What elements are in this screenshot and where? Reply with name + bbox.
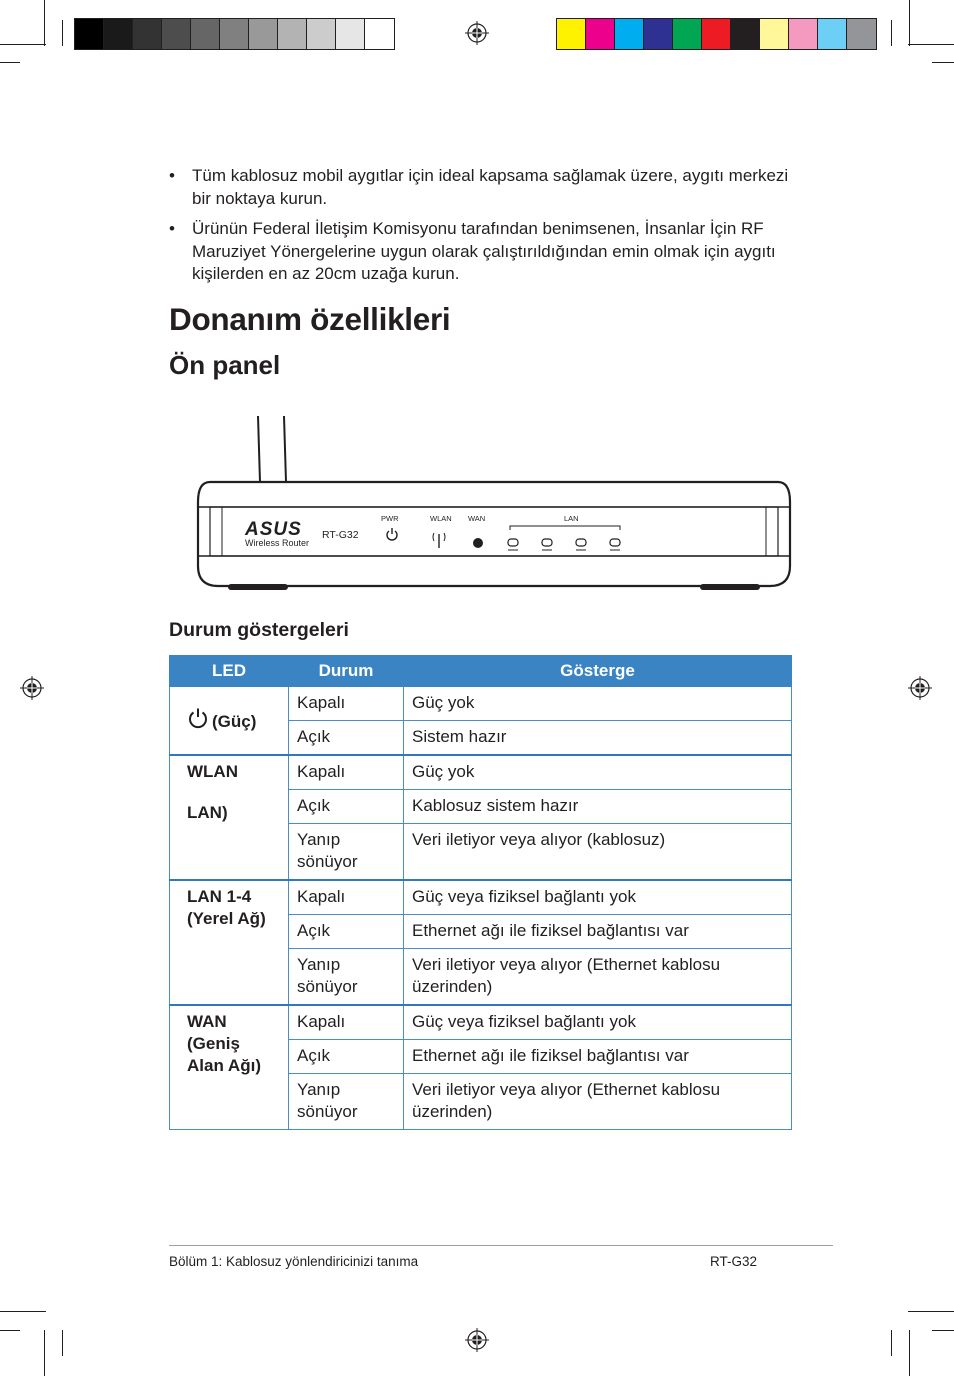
registration-mark-icon (465, 1328, 489, 1352)
registration-mark-icon (465, 21, 489, 45)
footer-divider (169, 1245, 833, 1246)
state-cell: Kapalı (289, 687, 404, 721)
state-cell: Kapalı (289, 1005, 404, 1040)
color-swatch (615, 19, 644, 49)
color-swatch (818, 19, 847, 49)
bullet-symbol: • (169, 166, 175, 185)
footer-model: RT-G32 (710, 1254, 758, 1269)
router-label-pwr: PWR (381, 514, 399, 523)
meaning-cell: Güç yok (404, 755, 792, 790)
state-cell: Yanıp sönüyor (289, 824, 404, 881)
color-swatch (133, 19, 162, 49)
router-model-label: RT-G32 (322, 529, 359, 541)
bullet-list (169, 165, 799, 294)
crop-mark (0, 44, 46, 45)
color-swatch (365, 19, 394, 49)
crop-mark (932, 62, 954, 63)
router-front-panel-illustration (190, 410, 800, 595)
meaning-cell: Sistem hazır (404, 721, 792, 756)
table-header-row (170, 656, 792, 687)
crop-mark (0, 62, 20, 63)
color-swatch (336, 19, 365, 49)
meaning-cell: Ethernet ağı ile fiziksel bağlantısı var (404, 1040, 792, 1074)
color-swatch (702, 19, 731, 49)
bullet-symbol: • (169, 219, 175, 238)
crop-mark (0, 1330, 20, 1331)
column-header: Gösterge (404, 656, 792, 687)
crop-mark (908, 1311, 954, 1312)
meaning-cell: Veri iletiyor veya alıyor (kablosuz) (404, 824, 792, 881)
led-cell: WAN (Geniş Alan Ağı) (170, 1005, 289, 1130)
registration-mark-icon (20, 676, 44, 700)
table-row (170, 1005, 792, 1040)
footer-chapter: Bölüm 1: Kablosuz yönlendiricinizi tanıma (169, 1254, 419, 1269)
state-cell: Kapalı (289, 755, 404, 790)
gray-swatch-bar (74, 18, 395, 50)
crop-mark (62, 20, 63, 46)
color-swatch (249, 19, 278, 49)
indicators-heading: Durum göstergeleri (169, 619, 349, 641)
color-swatch (789, 19, 818, 49)
state-cell: Yanıp sönüyor (289, 1074, 404, 1130)
color-swatch (220, 19, 249, 49)
color-swatch (673, 19, 702, 49)
meaning-cell: Ethernet ağı ile fiziksel bağlantısı var (404, 915, 792, 949)
meaning-cell: Veri iletiyor veya alıyor (Ethernet kablosu üzerinden) (404, 1074, 792, 1130)
led-name: WLAN (187, 762, 238, 781)
section-title: Ön panel (169, 350, 281, 380)
router-label-lan: LAN (564, 514, 579, 523)
color-swatch (191, 19, 220, 49)
crop-mark (891, 20, 892, 46)
color-swatch (586, 19, 615, 49)
bullet-text: Tüm kablosuz mobil aygıtlar için ideal kapsama sağlamak üzere, aygıtı merkezi bir noktaya kurun. (192, 166, 789, 208)
power-icon (187, 707, 209, 729)
table-row (170, 755, 792, 790)
led-name: (Güç) (212, 712, 257, 731)
router-brand-logo: ASUS (245, 519, 302, 540)
state-cell: Kapalı (289, 880, 404, 915)
meaning-cell: Güç veya fiziksel bağlantı yok (404, 1005, 792, 1040)
color-swatch (847, 19, 876, 49)
color-swatch (557, 19, 586, 49)
led-name: LAN) (187, 803, 228, 822)
crop-mark (932, 1330, 954, 1331)
crop-mark (44, 0, 45, 46)
meaning-cell: Veri iletiyor veya alıyor (Ethernet kablosu üzerinden) (404, 949, 792, 1006)
state-cell: Açık (289, 790, 404, 824)
list-item (169, 165, 799, 210)
led-cell: LAN 1-4 (Yerel Ağ) (170, 880, 289, 1005)
crop-mark (0, 1311, 46, 1312)
bullet-text: Ürünün Federal İletişim Komisyonu tarafından benimsenen, İnsanlar İçin RF Maruziyet Yönergelerine uygun olarak çalıştırıldığından emin olmak için aygıtı kişilerden en az 20cm uzağa kurun. (192, 219, 776, 283)
led-cell (170, 755, 289, 880)
list-item (169, 218, 799, 286)
state-cell: Açık (289, 1040, 404, 1074)
color-swatch (75, 19, 104, 49)
color-swatch (278, 19, 307, 49)
crop-mark (891, 1330, 892, 1356)
color-swatch (162, 19, 191, 49)
router-brand-subtitle: Wireless Router (245, 538, 310, 548)
status-indicator-table (169, 655, 792, 1130)
column-header: Durum (289, 656, 404, 687)
state-cell: Açık (289, 721, 404, 756)
crop-mark (44, 1330, 45, 1376)
color-swatch (104, 19, 133, 49)
crop-mark (909, 0, 910, 46)
table-row (170, 880, 792, 915)
color-swatch (644, 19, 673, 49)
router-label-wan: WAN (468, 514, 486, 523)
state-cell: Yanıp sönüyor (289, 949, 404, 1006)
globe-icon (473, 538, 483, 548)
column-header: LED (170, 656, 289, 687)
page-title: Donanım özellikleri (169, 301, 451, 337)
meaning-cell: Güç veya fiziksel bağlantı yok (404, 880, 792, 915)
meaning-cell: Kablosuz sistem hazır (404, 790, 792, 824)
crop-mark (908, 44, 954, 45)
color-swatch (731, 19, 760, 49)
registration-mark-icon (908, 676, 932, 700)
state-cell: Açık (289, 915, 404, 949)
color-swatch (307, 19, 336, 49)
crop-mark (909, 1330, 910, 1376)
table-row (170, 687, 792, 721)
led-cell (170, 687, 289, 756)
color-swatch (760, 19, 789, 49)
router-label-wlan: WLAN (430, 514, 452, 523)
color-swatch-bar (556, 18, 877, 50)
meaning-cell: Güç yok (404, 687, 792, 721)
crop-mark (62, 1330, 63, 1356)
